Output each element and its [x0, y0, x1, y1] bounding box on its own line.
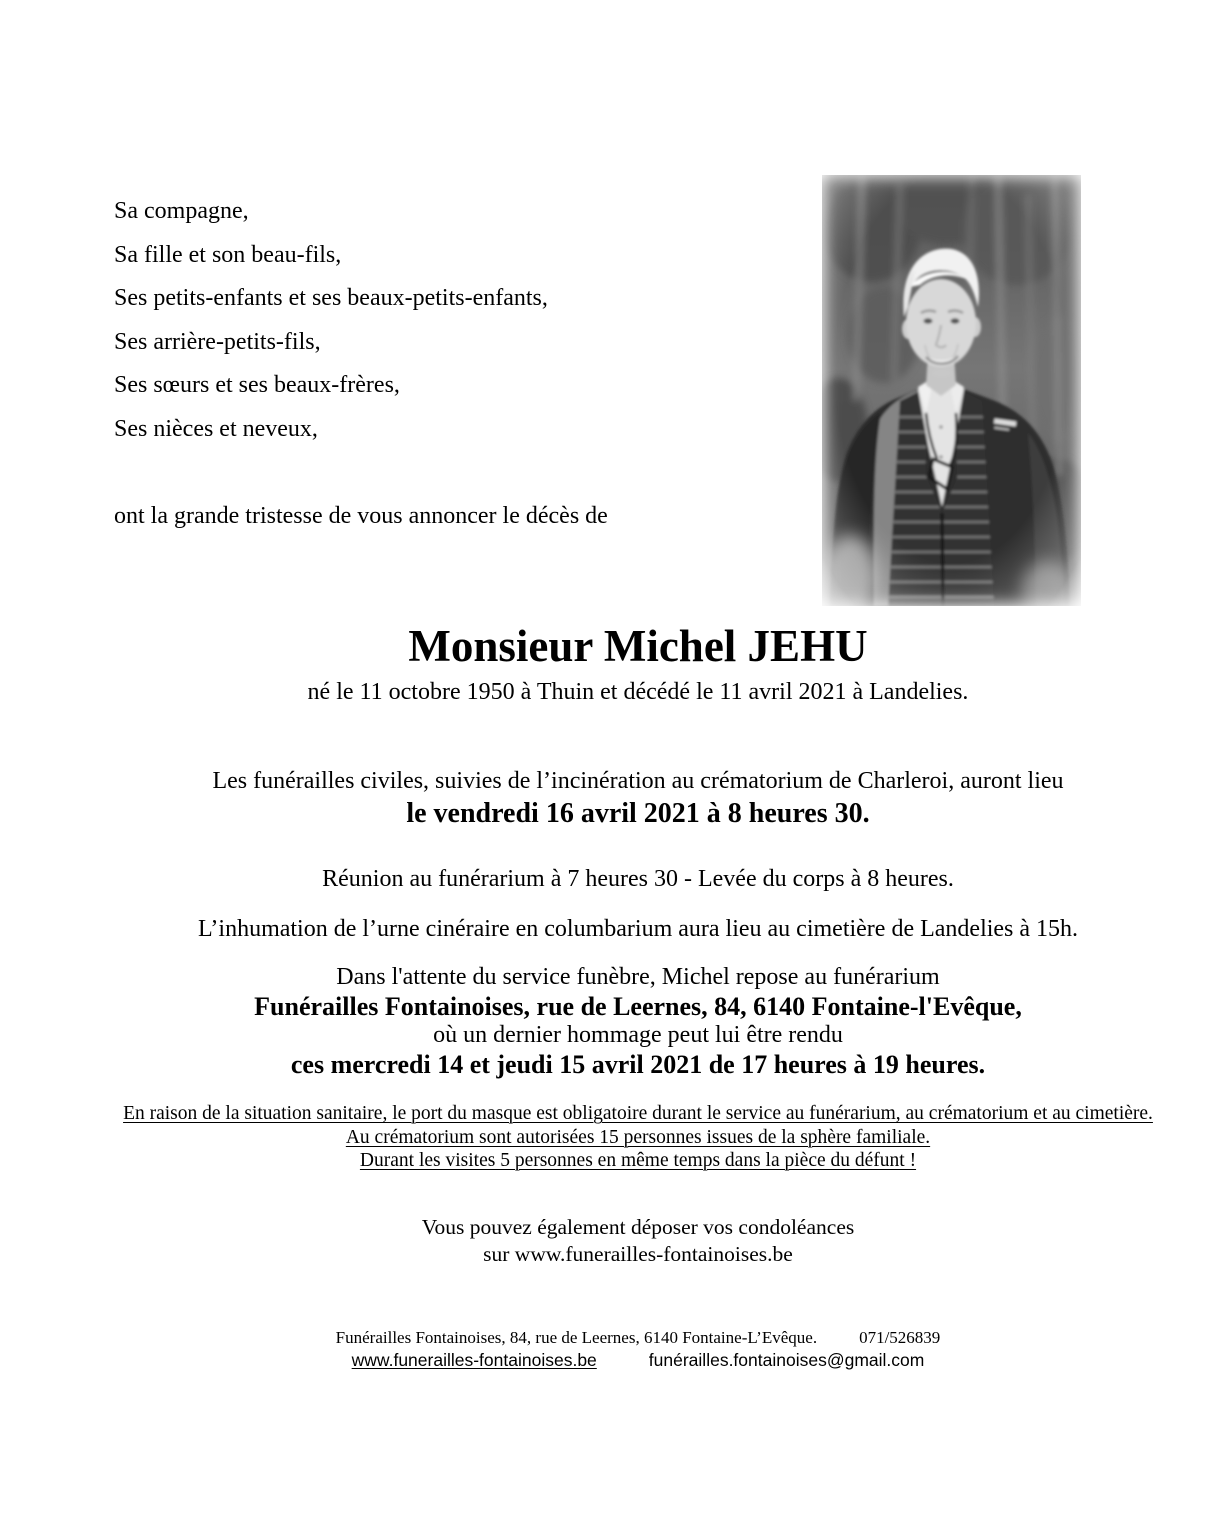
family-line: Ses sœurs et ses beaux-frères, — [114, 372, 400, 398]
portrait-photo — [822, 175, 1081, 606]
visit-times: ces mercredi 14 et jeudi 15 avril 2021 de 17 heures à 19 heures. — [290, 1050, 986, 1079]
portrait-photo-illustration — [822, 175, 1081, 606]
family-list — [114, 190, 608, 539]
covid-notice-line: Durant les visites 5 personnes en même temps dans la pièce du défunt ! — [359, 1150, 917, 1171]
ceremony-meeting: Réunion au funérarium à 7 heures 30 - Levée du corps à 8 heures. — [322, 866, 954, 892]
footer-website-link[interactable]: www.funerailles-fontainoises.be — [351, 1350, 597, 1370]
covid-notice-line: En raison de la situation sanitaire, le port du masque est obligatoire durant le service au funérarium, au crématorium et au cimetière. — [123, 1103, 1153, 1124]
deceased-dates: né le 11 octobre 1950 à Thuin et décédé le 11 avril 2021 à Landelies. — [307, 679, 969, 705]
ceremony-intro: Les funérailles civiles, suivies de l’incinération au crématorium de Charleroi, auront lieu — [212, 768, 1064, 794]
condolences-line: Vous pouvez également déposer vos condoléances — [421, 1215, 855, 1239]
repose-line: Dans l'attente du service funèbre, Michel repose au funérarium — [336, 964, 940, 990]
covid-notice — [62, 1102, 1214, 1173]
family-line: Ses petits-enfants et ses beaux-petits-enfants, — [114, 285, 548, 311]
condolences-url-line: sur www.funerailles-fontainoises.be — [483, 1241, 793, 1266]
footer-phone: 071/526839 — [859, 1328, 941, 1347]
family-line: Ses arrière-petits-fils, — [114, 328, 321, 355]
footer-address: Funérailles Fontainoises, 84, rue de Leernes, 6140 Fontaine-L’Evêque. — [335, 1328, 818, 1347]
ceremony-datetime: le vendredi 16 avril 2021 à 8 heures 30. — [406, 798, 870, 829]
homage-line: où un dernier hommage peut lui être rendu — [433, 1022, 843, 1048]
covid-notice-line: Au crématorium sont autorisées 15 personnes issues de la sphère familiale. — [345, 1126, 931, 1148]
announcement-line: ont la grande tristesse de vous annoncer le décès de — [114, 503, 608, 529]
family-line: Ses nièces et neveux, — [114, 415, 318, 442]
deceased-name: Monsieur Michel JEHU — [408, 621, 868, 671]
footer-contact-line — [62, 1350, 1214, 1371]
family-line: Sa fille et son beau-fils, — [114, 241, 342, 268]
ceremony-burial: L’inhumation de l’urne cinéraire en columbarium aura lieu au cimetière de Landelies à 15h. — [197, 916, 1079, 942]
footer-email: funérailles.fontainoises@gmail.com — [648, 1350, 925, 1370]
funeral-home-address: Funérailles Fontainoises, rue de Leernes, 84, 6140 Fontaine-l'Evêque, — [254, 992, 1022, 1021]
condolences-note — [62, 1214, 1214, 1267]
footer-address-line — [62, 1328, 1214, 1348]
family-line: Sa compagne, — [114, 198, 249, 224]
